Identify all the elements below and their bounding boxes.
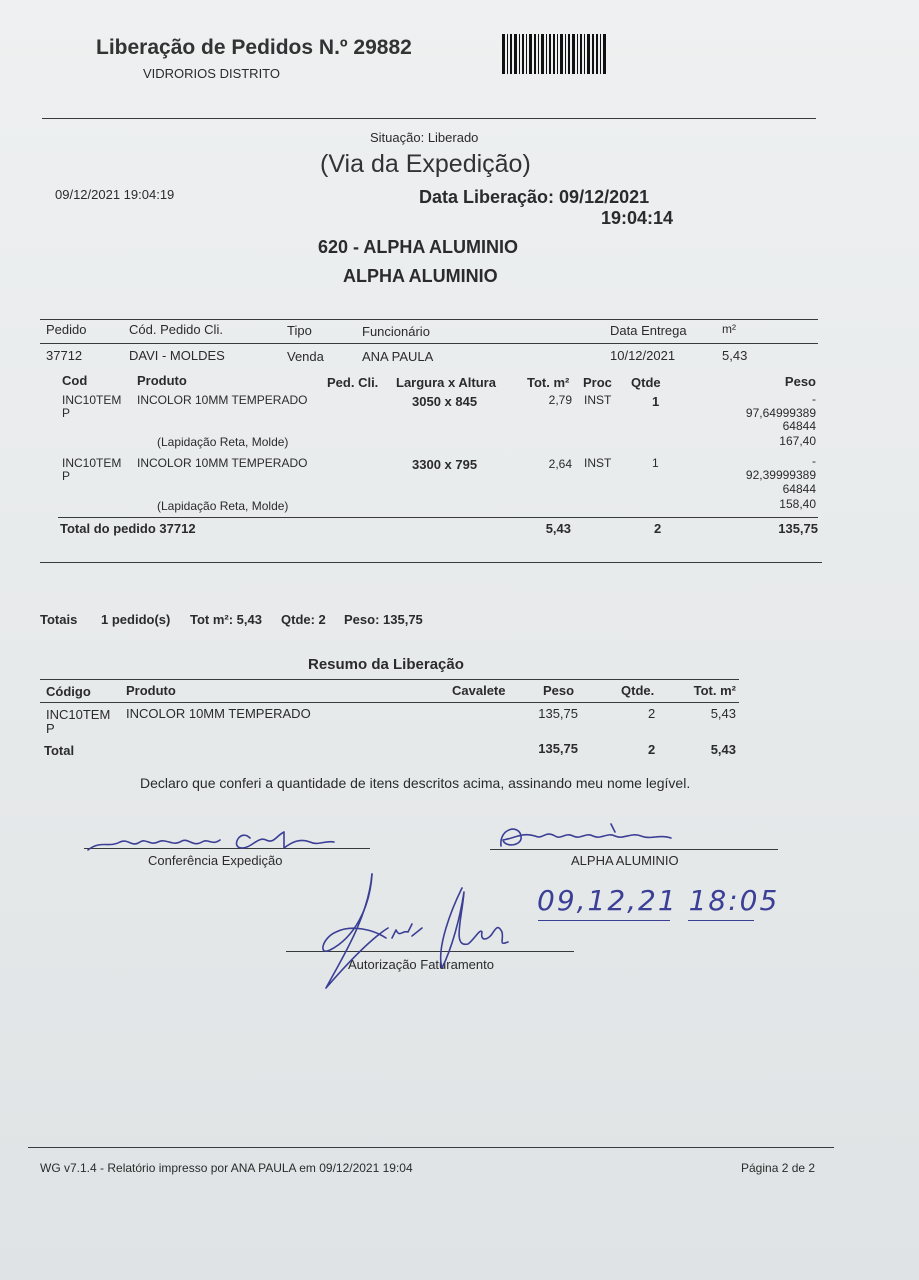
col-ped-cli: Ped. Cli. xyxy=(327,375,379,390)
data-liberacao-time: 19:04:14 xyxy=(601,208,674,228)
handwritten-date: 09,12,21 18:05 xyxy=(537,884,780,917)
order-total-peso: 135,75 xyxy=(778,521,818,536)
order-table-top-rule xyxy=(40,319,818,320)
totais-pedidos: 1 pedido(s) xyxy=(101,612,171,627)
order-m2: 5,43 xyxy=(722,348,748,363)
resumo-codigo-suffix: P xyxy=(46,721,55,736)
autorizacao-label: Autorização Faturamento xyxy=(348,957,494,972)
resumo-peso: 135,75 xyxy=(538,706,578,721)
item-proc: INST xyxy=(584,393,612,407)
resumo-col-qtde: Qtde. xyxy=(621,683,655,698)
alpha-signature xyxy=(495,818,685,854)
order-total-m2: 5,43 xyxy=(545,521,571,536)
order-data-entrega: 10/12/2021 xyxy=(610,348,676,363)
totais-peso: Peso: 135,75 xyxy=(344,612,423,627)
item-peso-dash: - xyxy=(812,392,816,406)
col-m2: m² xyxy=(722,322,736,336)
item-obs: (Lapidação Reta, Molde) xyxy=(157,435,289,449)
footer-rule xyxy=(28,1147,834,1148)
autorizacao-signature xyxy=(312,868,512,994)
col-data-entrega: Data Entrega xyxy=(610,323,687,338)
resumo-col-tot-m2: Tot. m² xyxy=(693,683,736,698)
col-qtde: Qtde xyxy=(631,375,661,390)
item-peso-dash: - xyxy=(812,454,816,468)
items-bottom-rule xyxy=(40,562,822,563)
col-produto: Produto xyxy=(137,373,187,388)
totais-qtde: Qtde: 2 xyxy=(281,612,326,627)
order-header-rule xyxy=(40,343,818,344)
handwritten-time-underline xyxy=(688,920,754,921)
footer-page-number: Página 2 de 2 xyxy=(741,1161,816,1175)
resumo-total-label: Total xyxy=(44,743,75,758)
resumo-total-tot-m2: 5,43 xyxy=(710,742,736,757)
item-peso-value: 92,39999389 xyxy=(745,468,816,482)
item-peso-total: 167,40 xyxy=(779,434,816,448)
resumo-total-peso: 135,75 xyxy=(538,741,578,756)
resumo-qtde: 2 xyxy=(648,706,656,721)
data-liberacao: Data Liberação: 09/12/2021 xyxy=(419,187,650,207)
col-tipo: Tipo xyxy=(287,323,312,338)
item-proc: INST xyxy=(584,456,612,470)
resumo-col-peso: Peso xyxy=(543,683,575,698)
company-name: VIDRORIOS DISTRITO xyxy=(143,66,280,81)
resumo-top-rule xyxy=(40,679,739,680)
items-total-rule xyxy=(58,517,818,518)
col-cod: Cod xyxy=(62,373,88,388)
item-peso-value: 97,64999389 xyxy=(745,406,816,420)
item-dims: 3300 x 795 xyxy=(412,457,478,472)
item-cod: INC10TEM xyxy=(62,393,122,407)
item-tot-m2: 2,64 xyxy=(548,457,572,471)
resumo-col-cavalete: Cavalete xyxy=(452,683,506,698)
order-total-label: Total do pedido 37712 xyxy=(60,521,196,536)
header-divider xyxy=(42,118,816,119)
document-title: Liberação de Pedidos N.º 29882 xyxy=(96,36,412,59)
item-peso-total: 158,40 xyxy=(779,497,816,511)
order-tipo: Venda xyxy=(287,349,324,364)
order-pedido: 37712 xyxy=(46,348,83,363)
handwritten-date-underline xyxy=(538,920,670,921)
item-peso-value-cont: 64844 xyxy=(782,419,816,433)
item-peso-value-cont: 64844 xyxy=(782,482,816,496)
item-tot-m2: 2,79 xyxy=(548,393,572,407)
item-produto: INCOLOR 10MM TEMPERADO xyxy=(137,393,308,407)
resumo-title: Resumo da Liberação xyxy=(308,656,464,673)
order-funcionario: ANA PAULA xyxy=(362,349,434,364)
col-largura-altura: Largura x Altura xyxy=(396,375,496,390)
totais-label: Totais xyxy=(40,612,78,627)
col-proc: Proc xyxy=(583,375,612,390)
item-obs: (Lapidação Reta, Molde) xyxy=(157,499,289,513)
totais-m2: Tot m²: 5,43 xyxy=(190,612,262,627)
col-pedido: Pedido xyxy=(46,322,87,337)
item-produto: INCOLOR 10MM TEMPERADO xyxy=(137,456,308,470)
resumo-header-rule xyxy=(40,702,739,703)
resumo-codigo: INC10TEM xyxy=(46,707,111,722)
client-fantasy-name: ALPHA ALUMINIO xyxy=(343,266,498,286)
order-cod-pedido-cli: DAVI - MOLDES xyxy=(129,348,225,363)
print-datetime: 09/12/2021 19:04:19 xyxy=(55,187,175,202)
situacao-label: Situação: Liberado xyxy=(370,130,479,145)
conferencia-signature xyxy=(80,818,370,858)
item-cod-suffix: P xyxy=(62,406,71,420)
item-qtde: 1 xyxy=(652,456,659,470)
resumo-col-codigo: Código xyxy=(46,684,91,699)
col-peso: Peso xyxy=(784,374,816,389)
resumo-produto: INCOLOR 10MM TEMPERADO xyxy=(126,706,311,721)
via-label: (Via da Expedição) xyxy=(320,150,531,178)
item-qtde: 1 xyxy=(652,394,660,409)
barcode xyxy=(502,34,636,74)
item-cod-suffix: P xyxy=(62,469,71,483)
resumo-tot-m2: 5,43 xyxy=(710,706,736,721)
col-funcionario: Funcionário xyxy=(362,324,430,339)
resumo-total-qtde: 2 xyxy=(648,742,656,757)
alpha-label: ALPHA ALUMINIO xyxy=(571,853,679,868)
item-cod: INC10TEM xyxy=(62,456,122,470)
client-name: 620 - ALPHA ALUMINIO xyxy=(318,237,519,257)
conferencia-label: Conferência Expedição xyxy=(148,853,283,868)
declaration-text: Declaro que conferi a quantidade de itens descritos acima, assinando meu nome legível. xyxy=(140,775,691,791)
resumo-col-produto: Produto xyxy=(126,683,176,698)
col-cod-pedido-cli: Cód. Pedido Cli. xyxy=(129,322,223,337)
footer-report-info: WG v7.1.4 - Relatório impresso por ANA PAULA em 09/12/2021 19:04 xyxy=(40,1161,413,1175)
item-dims: 3050 x 845 xyxy=(412,394,478,409)
col-tot-m2: Tot. m² xyxy=(527,375,570,390)
order-total-qtde: 2 xyxy=(654,521,662,536)
